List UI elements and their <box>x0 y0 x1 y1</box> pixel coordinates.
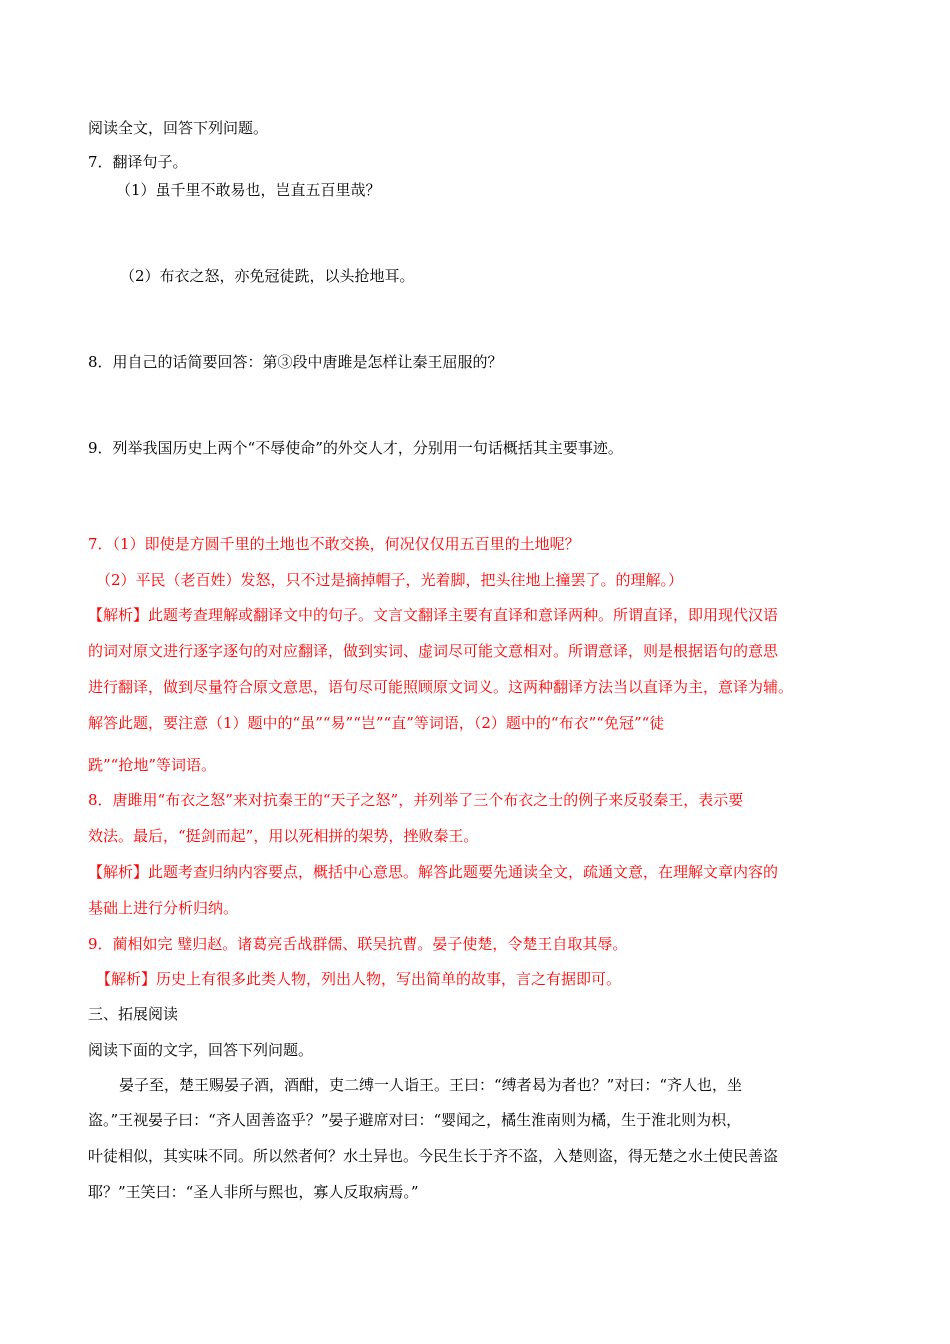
reading-instruction: 阅读全文，回答下列问题。 <box>88 119 269 137</box>
answer-8-line: 效法。最后，“挺剑而起”，用以死相拼的架势，挫败秦王。 <box>88 827 479 845</box>
section-3-instruction: 阅读下面的文字，回答下列问题。 <box>88 1041 314 1059</box>
answer-7-analysis-line: 跣”“抢地”等词语。 <box>88 756 217 774</box>
section-3-title: 三、拓展阅读 <box>88 1005 179 1023</box>
passage-line: 晏子至，楚王赐晏子酒，酒酣，吏二缚一人诣王。王曰：“缚者曷为者也？”对曰：“齐人也，坐 <box>119 1076 743 1094</box>
answer-9: 9．蔺相如完 璧归赵。诸葛亮舌战群儒、联吴抗曹。晏子使楚，令楚王自取其辱。 <box>88 935 628 953</box>
question-7: 7．翻译句子。 <box>88 153 188 171</box>
passage-line: 耶？”王笑曰：“圣人非所与熙也，寡人反取病焉。” <box>88 1183 419 1201</box>
answer-8-analysis-line: 基础上进行分析归纳。 <box>88 899 239 917</box>
answer-8-analysis-line: 【解析】此题考查归纳内容要点，概括中心意思。解答此题要先通读全文，疏通文意，在理解文章内容的 <box>88 863 779 881</box>
passage-line: 叶徒相似，其实味不同。所以然者何？水土异也。今民生长于齐不盗，入楚则盗，得无楚之水土使民善盗 <box>88 1147 779 1165</box>
question-7-1: （1）虽千里不敢易也，岂直五百里哉？ <box>116 181 381 199</box>
answer-7-analysis-line: 的词对原文进行逐字逐句的对应翻译，做到实词、虚词尽可能文意相对。所谓意译，则是根据语句的意思 <box>88 642 779 660</box>
answer-7-analysis-line: 【解析】此题考查理解或翻译文中的句子。文言文翻译主要有直译和意译两种。所谓直译，即用现代汉语 <box>88 606 779 624</box>
answer-9-analysis: 【解析】历史上有很多此类人物，列出人物，写出简单的故事，言之有据即可。 <box>96 970 622 988</box>
answer-7-analysis-line: 进行翻译，做到尽量符合原文意思，语句尽可能照顾原文词义。这两种翻译方法当以直译为主，意译为辅。 <box>88 678 794 696</box>
answer-7-1: 7．（1）即使是方圆千里的土地也不敢交换，何况仅仅用五百里的土地呢？ <box>88 535 580 553</box>
question-9: 9．列举我国历史上两个“不辱使命”的外交人才，分别用一句话概括其主要事迹。 <box>88 439 623 457</box>
question-8: 8．用自己的话简要回答：第③段中唐雎是怎样让秦王屈服的？ <box>88 353 503 371</box>
answer-7-2: （2）平民（老百姓）发怒，只不过是摘掉帽子，光着脚，把头往地上撞罢了。的理解。） <box>96 571 684 589</box>
answer-8-line: 8．唐雎用“布衣之怒”来对抗秦王的“天子之怒”，并列举了三个布衣之士的例子来反驳秦王，表示要 <box>88 791 744 809</box>
question-7-2: （2）布衣之怒，亦免冠徒跣，以头抢地耳。 <box>120 267 415 285</box>
answer-7-analysis-line: 解答此题，要注意（1）题中的“虽”“易”“岂”“直”等词语，（2）题中的“布衣”“免冠”“徒 <box>88 714 665 732</box>
passage-line: 盗。”王视晏子曰：“齐人固善盗乎？”晏子避席对曰：“婴闻之，橘生淮南则为橘，生于淮北则为枳， <box>88 1111 742 1129</box>
